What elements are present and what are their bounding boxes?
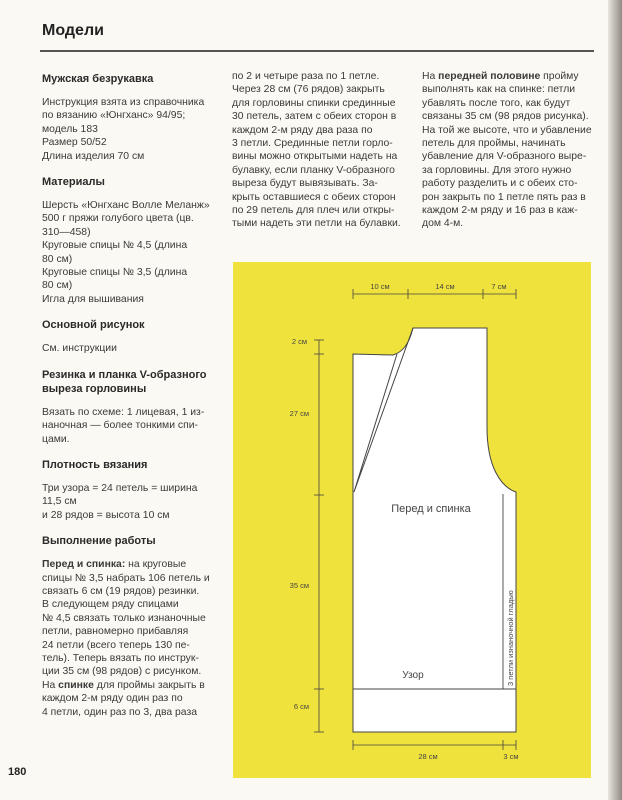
back-line: 4 петли, один раз по 3, два раза [42,706,197,718]
back-pre: На [42,679,59,691]
col2-line: выреза будут вывязывать. За- [232,178,378,190]
col3-line: рон закрыть по 1 петле пять раз в [422,191,586,203]
col2-line: булавку, если планку V-образного [232,164,395,176]
intro-line: Инструкция взята из справочника [42,97,205,108]
dim-bottom-28: 28 см [418,752,438,761]
pattern-diagram [233,262,591,778]
col3-line: На той же высоте, что и убавление [422,124,592,136]
gauge-heading: Плотность вязания [42,458,148,471]
pattern-heading: Основной рисунок [42,319,145,332]
dim-left-6: 6 см [293,702,309,711]
materials-line: 80 см) [42,253,73,265]
dim-left-27: 27 см [289,409,309,418]
book-spine-shadow [608,0,622,800]
dim-left-35: 35 см [289,581,309,590]
col2-line: каждом 2-м ряду два раза по [232,124,373,136]
work-text [42,558,220,719]
pattern-diagram-svg [233,262,591,778]
col3-line [422,70,592,83]
work-line: спицы № 3,5 набрать 106 петель и [42,572,210,584]
back-bold: спинке [58,679,94,691]
intro-line: модель 183 [42,123,98,135]
ribbing-line: цами. [42,433,70,445]
work-heading: Выполнение работы [42,535,156,548]
col3-pre: На [422,71,439,82]
ribbing-heading-line: Резинка и планка V-образного [42,368,207,381]
work-line: ции 35 см (98 рядов) с рисунком. [42,666,202,678]
col2-line: для горловины спинки срединные [232,97,396,109]
pattern-text: См. инструкции [42,343,117,355]
dim-left-2: 2 см [291,337,307,346]
gauge-line: 11,5 см [42,496,77,508]
materials-line: Игла для вышивания [42,293,144,305]
work-line: В следующем ряду спицами [42,599,179,611]
intro-line: Размер 50/52 [42,137,107,149]
bottom-dimension [353,740,516,750]
left-dimension [314,340,324,732]
ribbing-line: наночная — более тонкими спи- [42,420,198,432]
side-band-label: 3 петли изнаночной гладью [506,590,515,686]
dim-top-7: 7 см [491,282,507,291]
col3-line: за горловины. Для этого нужно [422,164,572,176]
col3-line: петель для проймы, начинать [422,138,566,150]
materials-line: Круговые спицы № 3,5 (длина [42,267,188,279]
intro-line: по вязанию «Юнгханс» 94/95; [42,110,186,122]
model-title: Мужская безрукавка [42,73,154,85]
back-line [42,679,220,692]
work-line [42,558,220,571]
column-2 [232,70,412,231]
back-rest: для проймы закрыть в [93,679,205,691]
col2-line: вины можно открытыми надеть на [232,151,398,163]
materials-line: Шерсть «Юнгханс Волле Меланж» [42,200,210,212]
col3-line: связаны 35 см (98 рядов рисунка). [422,111,589,123]
materials-heading: Материалы [42,176,105,189]
col2-line: 3 петли. Срединные петли горло- [232,138,393,150]
intro-block [42,96,220,163]
col2-line: тыми надеть эти петли на булавки. [232,218,401,230]
dim-top-14: 14 см [435,282,455,291]
page-number: 180 [8,766,27,778]
ribbing-text [42,406,220,446]
intro-line: Длина изделия 70 см [42,150,145,162]
work-line: петли, равномерно прибавляя [42,626,189,638]
column-3 [422,70,592,231]
work-lead: Перед и спинка: [42,559,126,571]
front-half-bold: передней половине [438,71,541,82]
garment-outline [353,328,516,732]
column-1 [42,72,220,719]
dim-top-10: 10 см [370,282,390,291]
work-line: тель). Теперь вязать по инструк- [42,652,199,664]
col2-line: крыть оставшиеся с обеих сторон [232,191,396,203]
work-line-rest: на круговые [125,559,187,571]
materials-line: Круговые спицы № 4,5 (длина [42,240,188,252]
materials-line: 80 см) [42,280,73,292]
materials-line: 500 г пряжи голубого цвета (цв. [42,213,194,225]
col2-line: 30 петель, затем с обеих сторон в [232,111,397,123]
gauge-line: и 28 рядов = высота 10 см [42,509,170,521]
ribbing-line: Вязать по схеме: 1 лицевая, 1 из- [42,406,205,418]
header-rule [40,50,594,52]
col3-line: убавление для V-образного выре- [422,151,587,163]
pattern-label: Узор [402,670,424,681]
work-line: связать 6 см (19 рядов) резинки. [42,585,200,597]
col3-first-rest: пройму [540,71,579,82]
col3-line: работу разделить и с обеих сто- [422,178,578,190]
col3-line: убавлять после того, как будут [422,97,571,109]
dim-bottom-3: 3 см [503,752,519,761]
ribbing-heading [42,368,220,396]
main-piece-label: Перед и спинка [391,503,471,515]
col2-line: по 2 и четыре раза по 1 петле. [232,71,380,82]
work-line: 24 петли (всего теперь 130 пе- [42,639,190,651]
col3-line: выполнять как на спинке: петли [422,84,576,96]
col2-line: по 29 петель для плеч или откры- [232,205,395,217]
work-line: № 4,5 связать только изнаночные [42,612,206,624]
col3-line: каждом 2-м ряду и 16 раз в каж- [422,205,578,217]
gauge-line: Три узора = 24 петель = ширина [42,482,198,494]
materials-list [42,199,220,306]
page-section-title: Модели [42,22,104,39]
gauge-text [42,482,220,522]
ribbing-heading-line: выреза горловины [42,382,147,395]
col3-line: дом 4-м. [422,218,464,230]
materials-line: 310—458) [42,226,91,238]
back-line: каждом 2-м ряду один раз по [42,693,183,705]
col2-line: Через 28 см (76 рядов) закрыть [232,84,385,96]
